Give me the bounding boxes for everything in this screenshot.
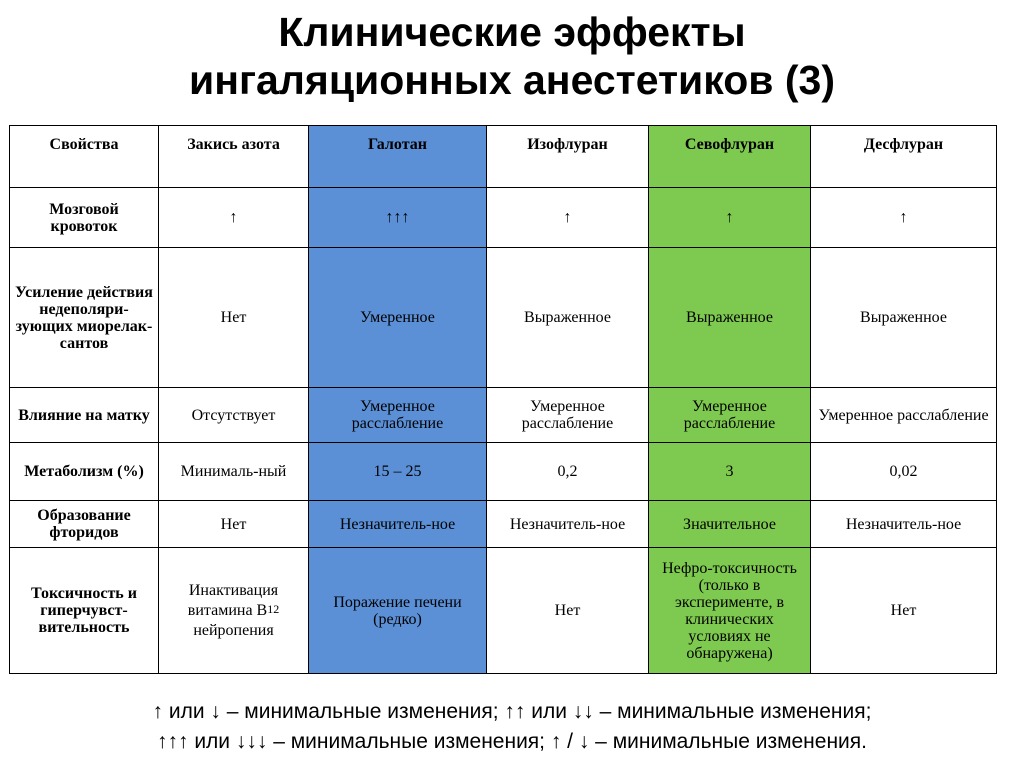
legend-line-1: ↑ или ↓ – минимальные изменения; ↑↑ или ↓↓ – минимальные изменения; — [152, 700, 872, 723]
table-cell: Умеренное расслабление — [649, 388, 811, 443]
row-property: Усиление действия недеполяри-зующих миорелак-сантов — [10, 248, 159, 388]
table-cell: ↑ — [159, 188, 309, 248]
table-cell: Значительное — [649, 501, 811, 548]
table-cell: ↑ — [649, 188, 811, 248]
table-row — [10, 188, 997, 248]
table-cell: Выраженное — [649, 248, 811, 388]
table-cell: Нет — [811, 548, 997, 674]
table-cell: Незначитель-ное — [487, 501, 649, 548]
table-cell: ↑ — [811, 188, 997, 248]
table-cell: Нет — [159, 501, 309, 548]
table-cell: Незначитель-ное — [811, 501, 997, 548]
table-row — [10, 501, 997, 548]
row-property: Образование фторидов — [10, 501, 159, 548]
table-row — [10, 388, 997, 443]
row-property: Влияние на матку — [10, 388, 159, 443]
table-cell: 15 – 25 — [309, 443, 487, 501]
table-row — [10, 248, 997, 388]
row-property: Метаболизм (%) — [10, 443, 159, 501]
legend-line-2: ↑↑↑ или ↓↓↓ – минимальные изменения; ↑ / ↓ – минимальные изменения. — [156, 730, 867, 753]
table-row — [10, 443, 997, 501]
table-cell: Отсутствует — [159, 388, 309, 443]
vitamin-subscript: 12 — [267, 601, 280, 616]
table-cell: Умеренное расслабление — [487, 388, 649, 443]
table-cell: Нет — [487, 548, 649, 674]
title-line-2: ингаляционных анестетиков (3) — [189, 57, 835, 103]
table-cell: 0,2 — [487, 443, 649, 501]
table-cell: Поражение печени (редко) — [309, 548, 487, 674]
row-property: Токсичность и гиперчувст-вительность — [10, 548, 159, 674]
table-cell: Нет — [159, 248, 309, 388]
table-cell — [159, 548, 309, 674]
title-line-1: Клинические эффекты — [278, 9, 746, 55]
table-cell: ↑↑↑ — [309, 188, 487, 248]
table-cell: ↑ — [487, 188, 649, 248]
table-cell: Минималь-ный — [159, 443, 309, 501]
table-cell: Незначитель-ное — [309, 501, 487, 548]
header-sevoflurane: Севофлуран — [649, 126, 811, 188]
neuropathy-text: нейропения — [193, 621, 274, 639]
header-properties: Свойства — [10, 126, 159, 188]
legend — [0, 697, 1024, 757]
slide-title — [0, 8, 1024, 104]
table-cell: Выраженное — [811, 248, 997, 388]
table-cell: Умеренное — [309, 248, 487, 388]
vitamin-text: Инактивация витамина В — [187, 581, 279, 619]
table-cell: Выраженное — [487, 248, 649, 388]
table-cell: Умеренное расслабление — [309, 388, 487, 443]
table-cell: 3 — [649, 443, 811, 501]
header-nitrous-oxide: Закись азота — [159, 126, 309, 188]
header-desflurane: Десфлуран — [811, 126, 997, 188]
table-row — [10, 548, 997, 674]
table-cell: 0,02 — [811, 443, 997, 501]
table-cell: Нефро-токсичность (только в эксперименте, в клинических условиях не обнаружена) — [649, 548, 811, 674]
anesthetics-table — [9, 125, 997, 674]
table-cell: Умеренное расслабление — [811, 388, 997, 443]
row-property: Мозговой кровоток — [10, 188, 159, 248]
header-halothane: Галотан — [309, 126, 487, 188]
header-isoflurane: Изофлуран — [487, 126, 649, 188]
header-row — [10, 126, 997, 188]
